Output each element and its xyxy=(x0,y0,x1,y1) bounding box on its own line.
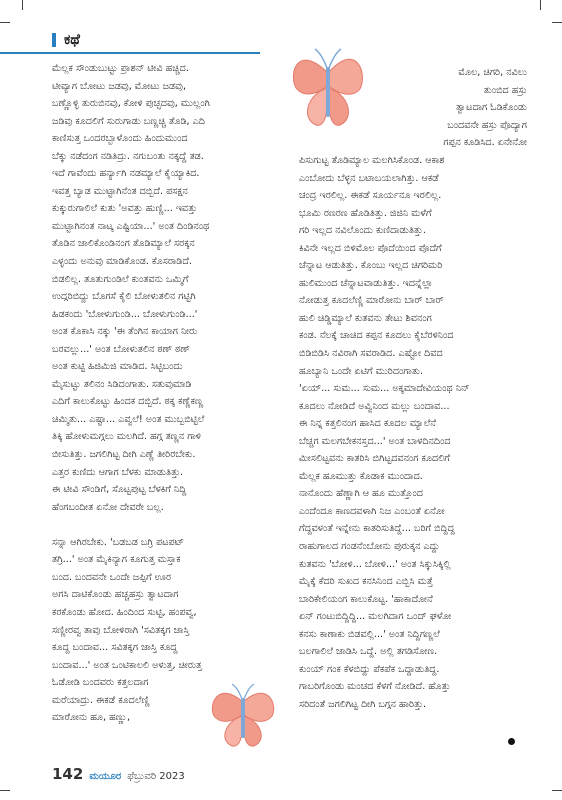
page-number: 142 xyxy=(52,765,84,783)
section-title: ಕಥೆ xyxy=(64,32,80,48)
butterfly-illustration xyxy=(208,680,278,755)
butterfly-wing xyxy=(328,59,362,94)
crop-mark xyxy=(552,790,562,791)
crop-mark xyxy=(0,22,10,23)
story-column-left: ಮೆಲ್ಲಕ ಸೌಂಡುಬುಟ್ಟು ಪ್ರಾಶನ್ ಟೀವಿ ಹಚ್ಚಿದ. ಟೀವ್ಯಾಗ ಬೋಟು ಜಡವು, ಮೋಟು ಜಡವು, ಬಣ್ಣೊಳ್ಳಿ ತುರುಬಿನವು, ಕೋಳಿ ಪುಚ್ಛದವು, ಮುಲ್ಲಂಗಿ ಜಡಿವು ಕೂದಲಿಗೆ ಸುರುಗಾಡು ಬಣ್ಣಚ್ಚಿ ತೊಡಿ, ಎದಿ ಕಾಣಿಸುತ್ತ ಒಂದರಬ್ಬಾಳೊಂದು ಹಿಂದುಮುಂದ ಬೆಕ್ಕು ನಡೆದಂಗ ನಡಿತಿದ್ರು. ನಗುಬಂತು ನಕ್ಕದ್ದೆ ತಡ. ಇದೆ ಗಾವೆಂದು ಹರ್ನ್ಯಾಗಿ ನಡಮ್ಯಾಲೆ ಕೈಯ್ಯಾಕಿದ. ಇವತ್ತ ಬ್ಯಾಡ ಮುಟ್ಟಾಗಿನೆಂತ ದಬ್ಬಿದೆ. ಪಸಕ್ಷನ ಕುಕ್ಕುರುಗಾಲಿಲೆ ಕುತು 'ಅವತ್ತು ಹುಣ್ಣಿ... ಇವತ್ತು ಮುಟ್ಟಾಗಿನಂತ ನಾಟ್ಕ ಎಷ್ಟಿಯಾ...' ಅಂತ ದಿಂಡಿನಂಥ ತೊಡಿನ ಜಾಲಿಕೊಂಡಿನಂಗ ತೊಡಿಮ್ಯಾಲೆ ಸರಕ್ಕನ ಎಳ್ಳಂದು ಅನುವು ಮಾಡಿಕೊಂಡ. ಕೊಸರಾಡಿದೆ. ಬಿಡಲಿಲ್ಲ. ತೂತುಗುಂಡಿಲೆ ಕುಂತವನು ಒಮ್ಮಿಗೆ ಉದ್ಗರಿಬಿದ್ದು ಬೊಗಸೆ ಕೈಲಿ ಬೋಳುತಲಿನ ಗಟ್ಟಿಗಿ ಹಿಡಕಂದು 'ಬೋಳುಗುಂಡಿ... ಬೋಳುಗುಂಡಿ...' ಅಂತ ಕೊಕಾಸಿ ನಕ್ಕು 'ಈ ತೆಂಗಿನ ಕಾಯಾಗ ನೀರು ಬರವಲ್ಲು...' ಅಂತ ಬೋಳುತಲಿನ ಠಣ್ ಠಣ್ ಅಂತ ಕುಟ್ಟಿ ಹಿಜಿಮಿಜಿ ಮಾಡಿದ. ಸಿಟ್ಟಿಬಂದು ಮೈಸುಟ್ಟು ತಲಿನಂ ಸಿಡಿದಂಗಾತು. ಸತುವುಮಾಡಿ ಎದಿಗೆ ಕಾಲುಕೊಟ್ಟು ಹಿಂದಕ ದಬ್ಬಿದೆ. ಠಕ್ಕ ಕಣ್ಣೆಕಣ್ಣ ಚಿಮ್ಮಿತು... ಎಷ್ಟಾ... ಎವ್ವಲೆ! ಅಂತ ಮುಬ್ಬಬಿಟ್ಟಿಲೆ ತಿಕ್ಕಿ ಹೋಳುಮಗ್ಗಲು ಮಲಗಿದೆ. ಹಗ್ಗ ತಣ್ಣನ ಗಾಳಿ ಬೀಸುತಿತ್ತು. ಜಗಲಿಗಿಟ್ಟ ದೀಗಿ ಎಣ್ಣೆ ತೀರಿರಬೇಕು. ಎತ್ತರ ಕುಣಿದು ಆಗಾಗ ಬೆಳಕು ಮಾಡುತಿತ್ತು. ಈ ಟೀವಿ ಸೌಂಡಿಗೆ, ಸೊಟ್ಟಪುಟ್ಟ ಬೆಳಕಿಗೆ ನಿದ್ದಿ ಹೆಂಗಬಂದೀತ ಏನೋ ದೇವರೇ ಬಲ್ಲ. ಸನ್ನಾ ಆಗಿರಬೇಕು. 'ಬಡಬಡ ಬಗ್ರಿ ಪಟಪಟ್ ತಗ್ರಿ...' ಅಂತ ಮೈಕಿನ್ಯಾಗ ಕೂಗುತ್ತ ಮಸ್ತಾಕ ಬಂದ. ಬಂದವನೇ ಒಂದೇ ಜಪ್ಪಿಗೆ ಊರ ಅಗಸಿ ದಾಟಿಕೊಂಡು ಹಚ್ಚಹಸ್ರು ತ್ವಾಟದಾಗ ಕರಕೊಂಡು ಹೋದ. ಹಿಂದಿಂದ ಸುಟ್ಟಿ, ಹಂಪವ್ವ, ಸಣ್ಣೀರವ್ವ ತಾವು ಬೋಳಿರಾಗಿ 'ಸವಿತಕ್ಕಗ ಜಾಸ್ತಿ ಕೂದ್ದ ಬಂದಾವ... ಸವಿತಕ್ಕಗ ಜಾಸ್ತಿ ಕೂದ್ದ ಬಂದಾವ...' ಅಂತ ಒಂಟಿಕಾಲಲಿ ಅಳುತ್ತ, ಚೀರುತ್ತ ಓಡೋಡಿ ಬಂದವರು ಕತ್ತಲದಾಗ ಮರೆಯಾದ್ರು. ಈಕಡೆ ಕೂದಲೆಣ್ಣಿ ಮಾರೋನು ಹೂ, ಹಣ್ಣು, xyxy=(52,63,210,724)
page-footer xyxy=(52,765,185,783)
crop-mark xyxy=(552,22,562,23)
issue-date: ಫೆಬ್ರುವರಿ 2023 xyxy=(127,771,185,782)
crop-mark xyxy=(22,0,23,10)
story-column-right: ಪಿಸುಗುಟ್ಟ ತೊಡಿಮ್ಯಾಲ ಮಲಗಿಸಿಕೊಂಡ. ಆಕಾಶ ಎಂಬೋದು ಬೆಳ್ಳನ ಬಟಾಬಯಲಾಗಿತ್ತು. ಆಕಡೆ ಚಂದ್ರ ಇರಲಿಲ್ಲ. ಈಕಡೆ ಸೂರ್ಯನೂ ಇರಲಿಲ್ಲ. ಭೂಮಿ ರಣರಣ ಹೊಡಿತಿತ್ತು. ಜಿಜಿನಿ ಮಳೆಗೆ ಗರಿ ಇಲ್ಲದ ನವಿಲೊಂದು ಕುಣಿದಾಡುತಿತ್ತು. ಕಿವಿನೇ ಇಲ್ಲದ ಬಿಳಿಮೊಲ ಪೊದೆಯಿಂದ ಪೊದೆಗೆ ಚೆನ್ನಾಟ ಆಡುತಿತ್ತು. ಕೊಂಬು ಇಲ್ಲದ ಚಿಗರಿಮರಿ ಹುಲಿಮುಂದ ಚೆನ್ನಾಟವಾಡುತಿತ್ತು. ಇದನ್ನೆಲ್ಲಾ ನೋಡುತ್ತ ಕೂದಲೆಣ್ಣಿ ಮಾರೋನು ಬಾರ್ ಬಾರ್ ಹುಲಿ ಚಿಡ್ಡಿಮ್ಯಾಲೆ ಕುತವನು ತೇಟು ಶಿವನಂಗ ಕಂಡ. ನೆಲಕ್ಕೆ ಚಾಚಿದ ಕಪ್ಪನ ಕೂದಲು ಕೈಬೆರಳಿನಿಂದ ಬಿಡಿಬಿಡಿಸಿ ನವಿರಾಗಿ ಸವರಾಡಿದ. ಎಷ್ಟೋ ದಿವದ ಹೂಬ್ಯಾನಿ ಒಂದೇ ಏಟಿಗೆ ಮುರಿದಂಗಾತು. 'ಏಯ್... ಸುಮ... ಸುಮ... ಅಕ್ಕಮಾದೇವಿಯಂಥ ನಿನ್ ಕೂದಲು ನೋಡಿದೆ ಅವ್ವಿನಿಂದ ಮಲ್ಲು ಬಂದಾವ... ಈ ನಿನ್ನ ಕತ್ತಲಿನಂಗ ಹಾಸಿದ ಕೂದಲ ಮ್ಯಾಲೆನೆ ಬೆಚ್ಚಗ ಮಲಗಬೇಕನಸ್ತದ...' ಅಂತ ಬಾಳದಿನದಿಂದ ಮೀಸಲಿಟ್ಟವನು ಕಾತರಿಸಿ ಬಿಗಿಟ್ಟದವನಂಗ ಕೂದಲಿಗೆ ಮೆಲ್ಲಕ ಹೂಮುತ್ತು ಕೊಡಾಕ ಮುಂದಾದ. ನಾನೊಂದು ಹೆಣ್ಣಾಗಿ ಆ ಹೂ ಮುತ್ತೊಂದ ಎಂದೆಂದೂ ಕಾಣದವಳಾಗಿ ನಿಜ ಎಂಬಂತೆ ಏನೋ ಗೆದ್ದವಳಂತೆ ಇನ್ನೇನು ಕಾತರಿಸುತಿದ್ದೆ... ಬರಿಗೆ ಬಿದ್ದಿದ್ದ ರಾಹುಗಾಲದ ಗಂಡನೆಂಬೋನು ಪುರುಕ್ಕನ ಎದ್ದು ಕುತವನು 'ಬೋಳಿ... ಬೋಳಿ...' ಅಂತ ಸಿಕ್ಕುಸಿಕ್ಕಿಲ್ಲಿ ಮೈಕ್ಕೆ ಕೆದರಿ ಸುಖದ ಕನಸಿನಿಂದ ಎಬ್ಬಿಸಿ ಮತ್ತೆ ಬಾರಿಕೇಲಿಯಂಗ ಕಾಲುಕೊಟ್ಟ. 'ಹಾಕಾದೋನೆ ಏನ್ ಗಂಟುಬಿದ್ದಿದ್ದಿ... ಮಲಗಿದಾಗ ಒಂದ್ ಘಳೋ ಕನಸು ಕಾಣಾಕು ಬಿಡವಲ್ಲಿ...' ಅಂತ ನಿದ್ದಿಗಣ್ಣಲೆ ಬಲಗಾಲಿಲೆ ಜಾಡಿಸಿ ಒದ್ದೆ. ಅಲ್ಲಿ ತಗಡಿಸೋಣ. ಕುಂಯ್ ಗಂಕ ಕೆಳಬಿದ್ದು ಪೆಕಪೆಕ ಒದ್ದಾಡುತಿದ್ದ. ಗಾಬರಿಗೊಂಡು ಮಂಚದ ಕೆಳಗೆ ನೋಡಿದೆ. ಹೊತ್ತು ಸರಿದಂತೆ ಜಗಲಿಗಿಟ್ಟ ದೀಗಿ ಬಗ್ಗನ ಹಾರಿತ್ತು. xyxy=(299,155,470,710)
section-header xyxy=(52,32,80,48)
crop-mark xyxy=(540,0,541,10)
crop-mark xyxy=(0,790,10,791)
section-accent-bar xyxy=(52,33,56,47)
butterfly-body xyxy=(326,67,330,117)
butterfly-wing xyxy=(293,60,328,94)
story-column-right-top: ಮೊಲ, ಚಿಗರಿ, ನವಿಲು ತುಂಬಿದ ಹಸ್ರು ತ್ವಾಟದಾಗ ಓಡಿಕೊಂಡು ಬಂದವನೇ ಹಸ್ರು ಪೊದ್ಯಾಗ ಗಪ್ಪನ ಕೂಡಿಸಿದ. ಏನೇನೋ xyxy=(443,67,527,149)
section-rule xyxy=(0,52,260,54)
butterfly-body xyxy=(241,698,245,738)
magazine-name: ಮಯೂರ xyxy=(89,771,122,782)
butterfly-illustration xyxy=(288,33,368,143)
story-end-mark xyxy=(508,738,515,745)
